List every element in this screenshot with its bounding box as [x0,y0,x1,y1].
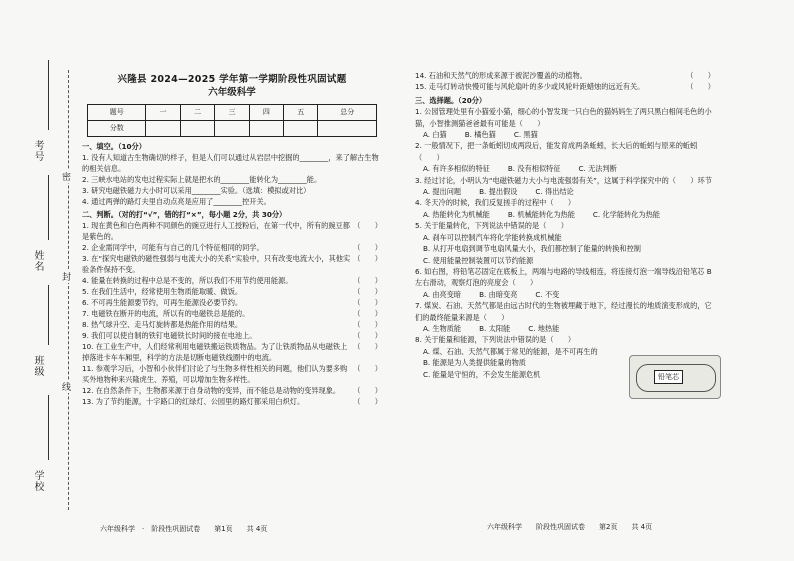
judge-text: 11. 参观学习后，小智和小伙伴们讨论了与生物多样性相关的问题，他们认为要多购买外地物种来兴隆虎生、养殖，可以增加生物多样性。 [82,364,348,384]
judge-question [82,308,382,319]
exam-no-line [48,60,49,130]
judge-question [82,385,382,396]
judge-question [82,220,382,242]
answer-parens[interactable]: （ ） [353,397,382,406]
left-content [82,62,382,407]
judge-text: 1. 现在黄色和白色两种不同颜色的豌豆进行人工授粉后，在第一代中，所有的豌豆都是紫色的。 [82,221,350,241]
choice-options [415,129,715,140]
answer-parens[interactable]: （ ） [353,221,382,230]
pencil-lead-circuit-figure [629,355,721,399]
choice-question: 7. 煤炭、石油、天然气都是由远古时代的生物被埋藏于地下，经过漫长的地质演变形成的，它们的最终能量来源是（ ） [415,301,712,322]
choice-option[interactable]: B. 橘色猫 [464,130,496,140]
section-judge-heading: 二、判断。（对的打“√”，错的打“×”，每小题 2分，共 30分） [82,210,287,219]
judge-question [82,396,382,407]
right-content [415,70,715,380]
choice-question: 3. 经过讨论，小明认为“电磁铁磁力大小与电流强弱有关”，这属于科学探究中的（ ）环节 [415,175,712,185]
judge-question [415,70,715,81]
choice-options [415,232,715,266]
choice-option[interactable]: A. 有许多相似的特征 [423,164,490,174]
choice-option[interactable]: B. 没有相似特征 [507,164,561,174]
class-label: 班级 [32,355,43,377]
fill-question: 2. 三峡水电站的发电过程实际上就是把水的________能转化为________能。 [82,175,322,184]
choice-options [415,163,715,174]
judge-question [82,319,382,330]
judge-text: 5. 在我们生活中，经常使用生物质能取暖、做饭。 [82,287,243,296]
choice-options [415,323,715,334]
fill-question: 4. 通过两弹的路灯夫里自动点亮是应用了________控开关。 [82,197,271,206]
judge-text: 14. 石油和天然气的形成来源于被泥沙覆盖的动植物。 [415,71,587,80]
answer-parens[interactable]: （ ） [353,342,382,351]
judge-text: 8. 热气球升空、走马灯旋转都是热能作用的结果。 [82,320,243,329]
exam-title: 兴隆县 2024—2025 学年第一学期阶段性巩固试题 [117,74,347,85]
answer-parens[interactable]: （ ） [686,71,715,80]
page-right [397,0,794,561]
judge-question [82,363,382,385]
choice-option[interactable]: A. 提出问题 [423,187,462,197]
answer-parens[interactable]: （ ） [353,276,382,285]
score-table [87,104,377,137]
judge-question [415,81,715,92]
fold-char-1: 密 [62,170,71,183]
score-cell[interactable] [249,121,283,137]
name-label: 姓名 [32,250,43,272]
choice-options [415,209,715,220]
choice-option[interactable]: B. 从打开电扇到调节电扇风量大小，我们都控制了能量的转换和控制 [423,244,641,254]
judge-text: 6. 不可再生能源要节约，可再生能源没必要节约。 [82,298,243,307]
section-fill-heading: 一、填空。（10分） [82,142,146,151]
binding-margin [0,0,76,561]
exam-subtitle: 六年级科学 [208,87,256,98]
choice-option[interactable]: B. 机械能转化为热能 [507,209,575,219]
school-line [48,395,49,460]
score-header-cell: 四 [249,105,283,121]
judge-text: 13. 为了节约能源，十字路口的红绿灯、公园里的路灯都采用白炽灯。 [82,397,305,406]
judge-list [82,220,382,407]
answer-parens[interactable]: （ ） [353,298,382,307]
judge-question [82,330,382,341]
choice-question: 2. 一般情况下，把一条蚯蚓切成两段后，能发育成两条蚯蚓，长大后的蚯蚓与原来的蚯蚓（ ） [415,141,698,162]
section-choice-heading: 三、选择题。（20分） [415,95,487,105]
left-footer: 六年级科学 · 阶段性巩固试卷 第1页 共 4页 [100,525,268,533]
choice-option[interactable]: C. 不变 [535,289,560,299]
judge-list-continued [415,70,715,93]
answer-parens[interactable]: （ ） [353,287,382,296]
choice-option[interactable]: A. 生物质能 [423,323,462,333]
answer-parens[interactable]: （ ） [353,364,382,373]
judge-text: 12. 在自然条件下，生物都来源于自身动物的变异，而不能总是动物的变异现象。 [82,386,341,395]
choice-option[interactable]: C. 无法判断 [578,164,617,174]
choice-option[interactable]: B. 提出假设 [479,187,518,197]
judge-question [82,341,382,363]
choice-option[interactable]: B. 太阳能 [479,323,511,333]
judge-question [82,253,382,275]
choice-list [415,106,715,380]
choice-option[interactable]: B. 能源是为人类提供能量的物质 [423,358,526,368]
choice-options [415,186,715,197]
judge-text: 9. 我们可以使自制的铁钉电磁铁长时间的接在电池上。 [82,331,257,340]
score-cell[interactable] [318,121,377,137]
score-header-cell: 一 [146,105,180,121]
answer-parens[interactable]: （ ） [353,309,382,318]
answer-parens[interactable]: （ ） [353,243,382,252]
score-header-cell: 二 [180,105,214,121]
judge-text: 2. 企业需同学中，可能有与自己的几个特征相同的同学。 [82,243,264,252]
judge-text: 3. 在“探究电磁铁的磁性强弱与电流大小的关系”实验中，只有改变电流大小，其他实验条件保持不变。 [82,254,351,274]
choice-option[interactable]: C. 得出结论 [535,187,574,197]
judge-text: 4. 能量在转换的过程中总是不变的，所以我们不用节约使用能源。 [82,276,293,285]
choice-option[interactable]: A. 热能转化为机械能 [423,209,490,219]
judge-question [82,286,382,297]
score-cell[interactable] [284,121,318,137]
choice-question: 6. 如右图，将铅笔芯固定在底板上，两端与电路的导线相连，将连接灯泡一端导线沿铅笔芯 B左右滑动，观察灯泡的亮度会（ ） [415,266,712,288]
choice-option[interactable]: A. 煤、石油、天然气都属于常见的能源，是不可再生的 [423,346,598,356]
choice-option[interactable]: C. 使用能量控制装置可以节约能源 [423,255,534,265]
choice-option[interactable]: C. 化学能转化为热能 [592,209,660,219]
fold-char-3: 线 [62,380,71,393]
judge-text: 10. 在工业生产中，人们经常利用电磁铁搬运铁质物品。为了让铁质物品从电磁铁上掉落进卡车车厢里，科学的方法是切断电磁铁线圈中的电流。 [82,342,348,362]
choice-option[interactable]: A. 白猫 [423,130,447,140]
choice-option[interactable]: C. 黑猫 [513,130,538,140]
answer-parens[interactable]: （ ） [353,331,382,340]
school-label: 学校 [32,470,43,492]
figure-label: 铅笔芯 [654,370,683,384]
answer-parens[interactable]: （ ） [353,320,382,329]
fold-line [68,70,69,510]
score-header-cell: 题号 [88,105,146,121]
fill-question: 3. 研究电磁铁磁力大小时可以采用________实验。（选填：模拟或对比） [82,186,311,195]
score-header-cell: 总分 [318,105,377,121]
choice-options [415,289,715,300]
name-line [48,175,49,240]
class-line [48,285,49,345]
answer-parens[interactable]: （ ） [353,386,382,395]
choice-option[interactable]: A. 刹车可以控制汽车将化学能转换成机械能 [423,232,562,242]
answer-parens[interactable]: （ ） [353,254,382,263]
choice-question: 1. 公园管理处里有小猫爱小猫，细心的小智发现一只白色的猫妈妈生了两只黑白相间毛色的小猫，小智推测猫爸爸最有可能是（ ） [415,107,712,128]
fill-question: 1. 没有人知道古生物确切的样子，但是人们可以通过从岩层中挖掘的________，来了解古生物的相关信息。 [82,153,379,173]
score-header-cell: 三 [215,105,249,121]
choice-question: 5. 关于能量转化，下列说法中错误的是（ ） [415,221,568,231]
right-footer: 六年级科学 阶段性巩固试卷 第2页 共 4页 [487,523,653,531]
choice-option[interactable]: A. 由亮变暗 [423,289,462,299]
judge-question [82,242,382,253]
score-row-label: 分数 [88,121,146,137]
judge-question [82,275,382,286]
judge-question [82,297,382,308]
fold-char-2: 封 [62,270,71,283]
choice-question: 8. 关于能量和能源，下列说法中错误的是（ ） [415,335,576,345]
choice-option[interactable]: C. 地热能 [528,323,560,333]
choice-option[interactable]: C. 能量是守恒的，不会发生能源危机 [423,369,541,379]
answer-parens[interactable]: （ ） [686,82,715,92]
judge-text: 7. 电磁铁在断开的电流，所以有的电磁铁总是能的。 [82,309,250,318]
choice-option[interactable]: B. 由暗变亮 [479,289,518,299]
score-cell[interactable] [146,121,180,137]
choice-question: 4. 冬天冷的时候，我们反复搓手的过程中（ ） [415,198,576,208]
judge-text: 15. 走马灯转动快慢可能与风轮扇叶的多少或风轮叶距蜡烛的远近有关。 [415,82,645,92]
score-cell[interactable] [180,121,214,137]
score-header-cell: 五 [284,105,318,121]
exam-no-label: 考号 [32,140,43,162]
score-cell[interactable] [215,121,249,137]
